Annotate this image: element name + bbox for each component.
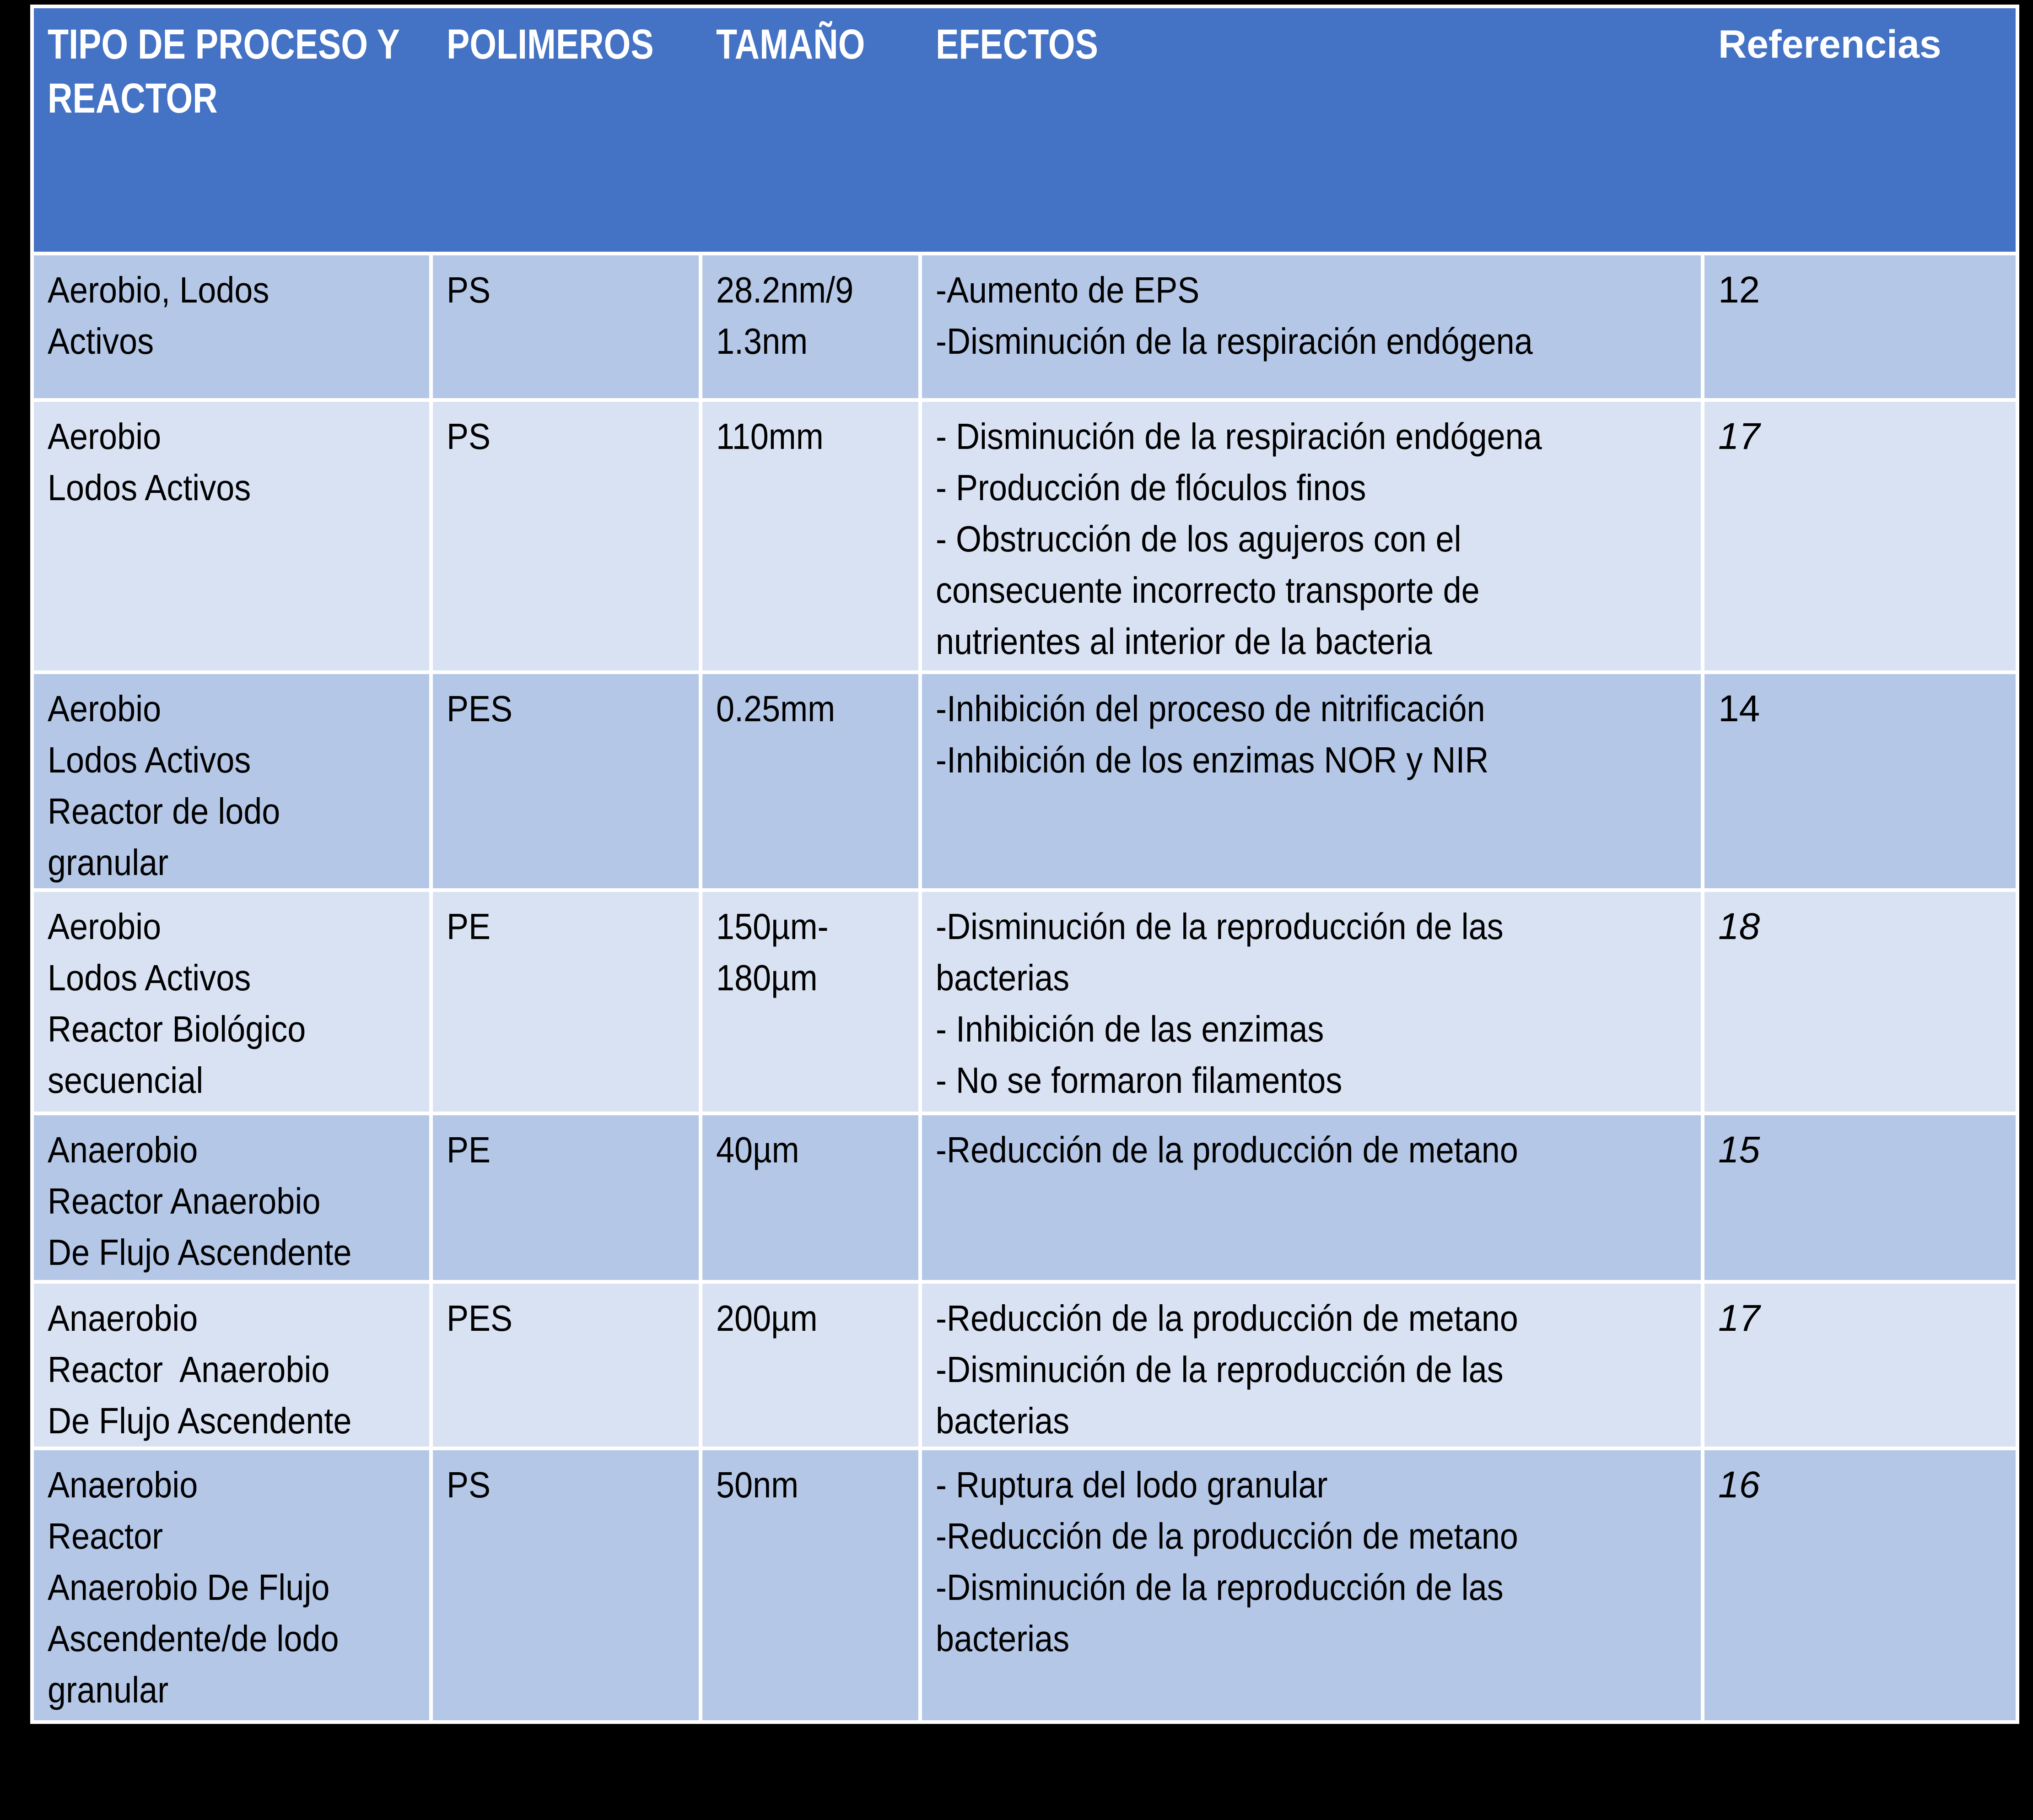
- text-line: PS: [447, 416, 491, 457]
- cell-efectos: [922, 255, 1704, 402]
- text-line: 200µm: [716, 1298, 818, 1339]
- text-line: 18: [1718, 906, 1760, 947]
- text-line: -Inhibición del proceso de nitrificación: [936, 688, 1485, 729]
- text-line: 17: [1718, 1297, 1760, 1339]
- text-line: 14: [1718, 688, 1760, 729]
- text-line: PE: [447, 1129, 491, 1170]
- table-body: [34, 255, 2016, 1720]
- text-line: bacterias: [936, 1400, 1070, 1441]
- text-line: 28.2nm/9: [716, 270, 854, 310]
- text-line: De Flujo Ascendente: [48, 1400, 352, 1441]
- microplastics-effects-table: [30, 5, 2019, 1724]
- text-line: 180µm: [716, 957, 818, 998]
- text-line: PE: [447, 906, 491, 947]
- cell-efectos: [922, 1115, 1704, 1284]
- cell-referencia: [1704, 674, 2016, 892]
- text-line: bacterias: [936, 1618, 1070, 1659]
- text-line: -Reducción de la producción de metano: [936, 1516, 1518, 1556]
- cell-polimero: [433, 674, 702, 892]
- text-line: Reactor Anaerobio: [48, 1349, 330, 1390]
- cell-referencia: [1704, 892, 2016, 1115]
- cell-tamano: [702, 402, 922, 674]
- text-line: 40µm: [716, 1129, 799, 1170]
- cell-polimero: [433, 1284, 702, 1450]
- cell-efectos: [922, 1284, 1704, 1450]
- cell-proceso-reactor: [34, 1450, 433, 1720]
- table-row: [34, 255, 2016, 402]
- text-line: De Flujo Ascendente: [48, 1232, 352, 1273]
- cell-polimero: [433, 1115, 702, 1284]
- text-line: Aerobio: [48, 688, 162, 729]
- text-line: bacterias: [936, 957, 1070, 998]
- cell-efectos: [922, 402, 1704, 674]
- text-line: Aerobio, Lodos: [48, 270, 270, 310]
- cell-efectos: [922, 1450, 1704, 1720]
- cell-tamano: [702, 674, 922, 892]
- text-line: PES: [447, 1298, 513, 1339]
- cell-referencia: [1704, 402, 2016, 674]
- text-line: -Disminución de la respiración endógena: [936, 321, 1533, 362]
- text-line: Reactor Anaerobio: [48, 1181, 321, 1221]
- cell-referencia: [1704, 1450, 2016, 1720]
- text-line: - No se formaron filamentos: [936, 1060, 1343, 1101]
- text-line: 12: [1718, 269, 1760, 311]
- text-line: -Reducción de la producción de metano: [936, 1298, 1518, 1339]
- text-line: 110mm: [716, 416, 824, 457]
- text-line: consecuente incorrecto transporte de: [936, 570, 1480, 610]
- text-line: 1.3nm: [716, 321, 808, 362]
- cell-polimero: [433, 1450, 702, 1720]
- text-line: secuencial: [48, 1060, 204, 1101]
- text-line: PS: [447, 270, 491, 310]
- text-line: Activos: [48, 321, 154, 362]
- cell-proceso-reactor: [34, 255, 433, 402]
- header-text-line: TAMAÑO: [716, 21, 865, 68]
- header-text-line: Referencias: [1718, 22, 1941, 66]
- text-line: Ascendente/de lodo: [48, 1618, 339, 1659]
- text-line: Anaerobio: [48, 1298, 198, 1339]
- text-line: -Reducción de la producción de metano: [936, 1129, 1518, 1170]
- text-line: Lodos Activos: [48, 957, 251, 998]
- text-line: Lodos Activos: [48, 467, 251, 508]
- header-text-line: EFECTOS: [936, 21, 1098, 68]
- text-line: - Producción de flóculos finos: [936, 467, 1366, 508]
- cell-polimero: [433, 402, 702, 674]
- text-line: Reactor de lodo: [48, 791, 280, 832]
- header-row: [34, 8, 2016, 255]
- cell-tamano: [702, 1284, 922, 1450]
- text-line: Reactor Biológico: [48, 1009, 306, 1049]
- document-page: [30, 5, 2019, 1724]
- header-referencias: [1704, 8, 2016, 255]
- text-line: Reactor: [48, 1516, 163, 1556]
- cell-efectos: [922, 892, 1704, 1115]
- cell-proceso-reactor: [34, 1115, 433, 1284]
- text-line: - Ruptura del lodo granular: [936, 1464, 1328, 1505]
- table-row: [34, 892, 2016, 1115]
- table-row: [34, 402, 2016, 674]
- header-proceso-reactor: [34, 8, 433, 255]
- table-row: [34, 1284, 2016, 1450]
- text-line: nutrientes al interior de la bacteria: [936, 621, 1432, 662]
- cell-proceso-reactor: [34, 402, 433, 674]
- cell-proceso-reactor: [34, 1284, 433, 1450]
- text-line: -Inhibición de los enzimas NOR y NIR: [936, 740, 1489, 780]
- text-line: 0.25mm: [716, 688, 836, 729]
- cell-proceso-reactor: [34, 674, 433, 892]
- header-text-line: TIPO DE PROCESO Y: [48, 21, 400, 68]
- table-row: [34, 674, 2016, 892]
- text-line: Aerobio: [48, 906, 162, 947]
- table-row: [34, 1115, 2016, 1284]
- text-line: granular: [48, 842, 169, 883]
- header-text-line: REACTOR: [48, 75, 218, 122]
- cell-referencia: [1704, 1284, 2016, 1450]
- text-line: Aerobio: [48, 416, 162, 457]
- text-line: 150µm-: [716, 906, 829, 947]
- text-line: Anaerobio: [48, 1129, 198, 1170]
- text-line: Anaerobio De Flujo: [48, 1567, 330, 1608]
- cell-tamano: [702, 1115, 922, 1284]
- header-text-line: POLIMEROS: [447, 21, 654, 68]
- cell-tamano: [702, 255, 922, 402]
- text-line: - Obstrucción de los agujeros con el: [936, 518, 1461, 559]
- text-line: 16: [1718, 1464, 1760, 1506]
- cell-proceso-reactor: [34, 892, 433, 1115]
- cell-referencia: [1704, 255, 2016, 402]
- cell-efectos: [922, 674, 1704, 892]
- cell-tamano: [702, 1450, 922, 1720]
- text-line: Anaerobio: [48, 1464, 198, 1505]
- text-line: -Disminución de la reproducción de las: [936, 1349, 1504, 1390]
- text-line: - Inhibición de las enzimas: [936, 1009, 1324, 1049]
- text-line: - Disminución de la respiración endógena: [936, 416, 1542, 457]
- header-polimeros: [433, 8, 702, 255]
- cell-polimero: [433, 892, 702, 1115]
- cell-referencia: [1704, 1115, 2016, 1284]
- header-tamano: [702, 8, 922, 255]
- header-efectos: [922, 8, 1704, 255]
- text-line: 50nm: [716, 1464, 799, 1505]
- text-line: Lodos Activos: [48, 740, 251, 780]
- text-line: PS: [447, 1464, 491, 1505]
- cell-tamano: [702, 892, 922, 1115]
- table-row: [34, 1450, 2016, 1720]
- text-line: -Disminución de la reproducción de las: [936, 906, 1504, 947]
- text-line: -Disminución de la reproducción de las: [936, 1567, 1504, 1608]
- text-line: 17: [1718, 416, 1760, 457]
- text-line: -Aumento de EPS: [936, 270, 1200, 310]
- text-line: granular: [48, 1669, 169, 1710]
- cell-polimero: [433, 255, 702, 402]
- text-line: PES: [447, 688, 513, 729]
- text-line: 15: [1718, 1129, 1760, 1171]
